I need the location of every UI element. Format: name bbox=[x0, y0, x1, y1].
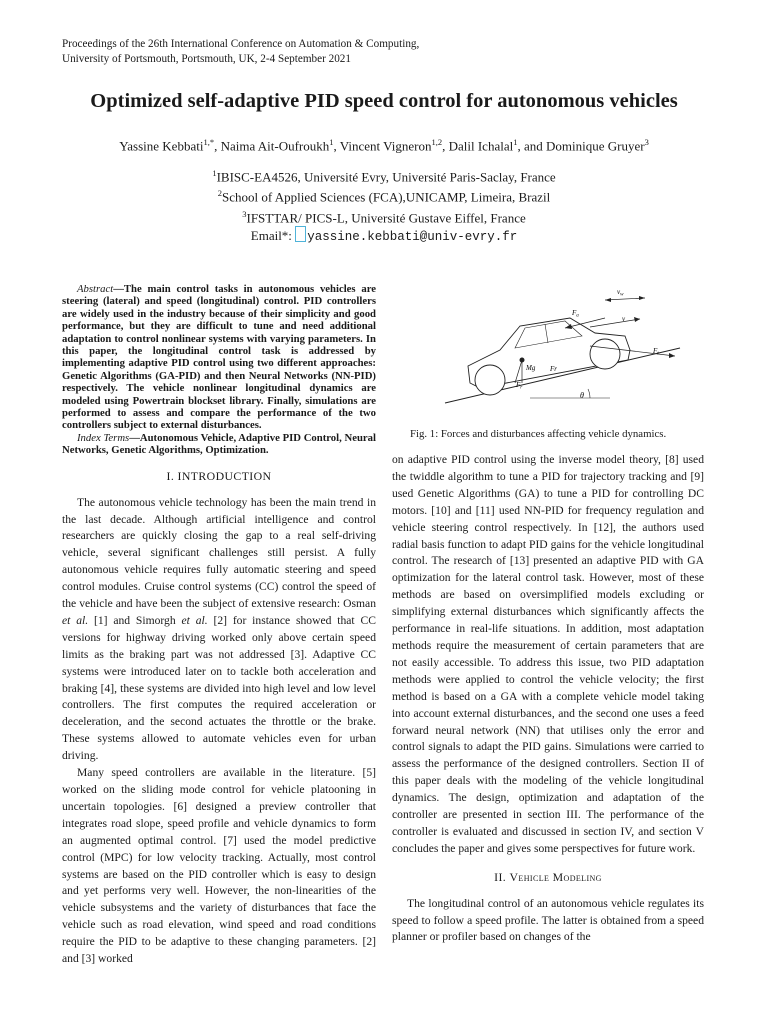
label-mg: Mg bbox=[526, 364, 536, 372]
author-name: Dalil Ichalal bbox=[448, 138, 514, 154]
author-list: Yassine Kebbati$^{1,*}$, Naima Ait-Oufroukh$^1$, Vincent Vigneron$^{1,2}$, Dalil Ichalal$^1$, and Dominique Gruyer$^3$ bbox=[119, 137, 649, 154]
email-link[interactable]: yassine.kebbati@univ-evry.fr bbox=[295, 230, 517, 244]
author-sup: 1 bbox=[329, 137, 334, 147]
label-v: v bbox=[622, 315, 626, 323]
author-name: Vincent Vigneron bbox=[339, 138, 432, 154]
email-label: Email*: bbox=[250, 227, 292, 243]
right-column bbox=[392, 452, 704, 946]
figure-caption: Fig. 1: Forces and disturbances affecting vehicle dynamics. bbox=[410, 428, 667, 440]
label-theta: θ bbox=[580, 391, 584, 400]
index-terms-label: Index Terms bbox=[77, 431, 130, 444]
abstract bbox=[62, 283, 376, 432]
author-name: Naima Ait-Oufroukh bbox=[220, 138, 330, 154]
proceedings-header bbox=[62, 37, 419, 67]
author-name: Yassine Kebbati bbox=[119, 138, 204, 154]
abstract-label: Abstract bbox=[77, 283, 114, 295]
label-fr-lower: $F_r$ bbox=[516, 381, 523, 391]
label-fa: $F_a$ bbox=[572, 309, 579, 319]
author-name: Dominique Gruyer bbox=[546, 138, 645, 154]
email-line bbox=[0, 226, 768, 246]
author-sup: 1,* bbox=[203, 137, 215, 147]
affiliation: $^2$School of Applied Sciences (FCA),UNICAMP, Limeira, Brazil bbox=[217, 188, 551, 205]
affiliation: $^1$IBISC-EA4526, Université Evry, Université Paris-Saclay, France bbox=[212, 168, 556, 185]
left-column bbox=[62, 283, 376, 968]
label-vw: $v_w$ bbox=[617, 288, 624, 298]
intro-paragraph-2: Many speed controllers are available in the literature. [5] worked on the sliding mode control for vehicle platooning in uncertain topologies. [6] designed a preview controller that integrates road slope, speed profile and vehicle dynamics to form an augmented optimal control. [7] used the model predictive control (MPC) for low velocity tracking. Actually, most control systems are based on the PID controller which is easy to design and yet performs very well. However, the non-linearities of the vehicle subsystems and the variety of disturbances that face the vehicle such as road elevation, wind speed and road conditions require the PID to be adaptive to these changing parameters. [2] and [3] worked bbox=[62, 766, 376, 966]
intro-paragraph-3: on adaptive PID control using the inverse model theory, [8] used the twiddle algorithm to tune a PID for trajectory tracking and [9] used Genetic Algorithms (GA) to tune a PID for controlling DC motors. [10] and [11] used NN-PID for frequency regulation and vehicle steering control respectively. In [12], the authors used radial basis function to adapt PID gains for the vehicle longitudinal control. The research of [13] presented an adaptive PID with GA optimization for the lateral control task. However, most of these methods are based on oversimplified models excluding or simplifying external disturbances which significantly affects the performance in real-life situations. In addition, most adaptation methods require the measurement of certain parameters that are not easily accessible. To address this issue, two PID adaptation methods were applied to control the vehicle velocity; the first method is based on a GA with a complete vehicle model taking into account external disturbances, and the second one uses a feed forward neural network (NN) that utilises only the error and control signals to adapt the PID gains. Simulations were carried to assess the performance of the designed controllers. Section II of this paper deals with the modeling of the vehicle longitudinal dynamics. The design, optimization and adaptation of the controller are presented in section III. The performance of the controller is evaluated and discussed in section IV, and section V concludes the paper and gives some perspectives for future work. bbox=[392, 453, 704, 855]
section-heading-introduction: I. INTRODUCTION bbox=[166, 468, 272, 483]
abstract-text: —The main control tasks in autonomous vehicles are steering (lateral) and speed (longitudinal) control. PID controllers are widely used in the industry because of their simplicity and good performance, but they are difficult to tune and need additional adaptation to control nonlinear systems with varying parameters. In this paper, the longitudinal control task is addressed by implementing adaptive PID control using two different approaches: Genetic Algorithms (GA-PID) and then Neural Networks (NN-PID) respectively. The vehicle nonlinear longitudinal dynamics are modeled using Powertrain blockset library. Finally, simulations are performed to assess and compare the performance of the two controllers subject to external disturbances. bbox=[62, 283, 376, 432]
index-terms bbox=[62, 432, 376, 457]
link-highlight-box bbox=[295, 226, 306, 242]
intro-paragraph-1: The autonomous vehicle technology has been the main trend in the last decade. Although artificial intelligence and control researchers are quickly closing the gap to a real self-driving vehicle, several significant challenges still persist. A fully autonomous vehicle requires fully automatic steering and speed control modules. Cruise control systems (CC) control the speed of the vehicle and have been the subject of extensive research: Osman et al. [1] and Simorgh et al. [2] for instance showed that CC versions for highway driving worked only above certain speed limits as the braking part was not addressed [3]. Adaptive CC systems were introduced later on to tackle both acceleration and braking [4], these systems are divided into high level and low level controllers. The first computes the required acceleration or deceleration, and the second actuates the throttle or the brake. These systems allowed to automate vehicles even for urban driving. bbox=[62, 495, 376, 763]
modeling-paragraph-1: The longitudinal control of an autonomous vehicle regulates its speed to follow a speed profile. The latter is obtained from a speed planner or profiler based on changes of the bbox=[392, 896, 704, 944]
author-sup: 1,2 bbox=[431, 137, 443, 147]
affiliation: $^3$IFSTTAR/ PICS-L, Université Gustave Eiffel, France bbox=[242, 208, 526, 225]
author-sup: 1 bbox=[513, 137, 518, 147]
author-sup: 3 bbox=[644, 137, 649, 147]
proceedings-line-2: University of Portsmouth, Portsmouth, UK, 2-4 September 2021 bbox=[62, 53, 351, 65]
paper-title: Optimized self-adaptive PID speed control for autonomous vehicles bbox=[90, 90, 678, 112]
section-heading-vehicle-modeling: II. Vehicle Modeling bbox=[494, 869, 602, 884]
vehicle-forces-figure bbox=[440, 288, 700, 408]
index-terms-text: —Autonomous Vehicle, Adaptive PID Control, Neural Networks, Genetic Algorithms, Optimization. bbox=[62, 431, 376, 457]
affiliation-list bbox=[0, 165, 768, 246]
label-ft: $F_t$ bbox=[653, 347, 659, 357]
label-fr: Fr bbox=[550, 365, 557, 373]
proceedings-line-1: Proceedings of the 26th International Conference on Automation & Computing, bbox=[62, 38, 420, 50]
